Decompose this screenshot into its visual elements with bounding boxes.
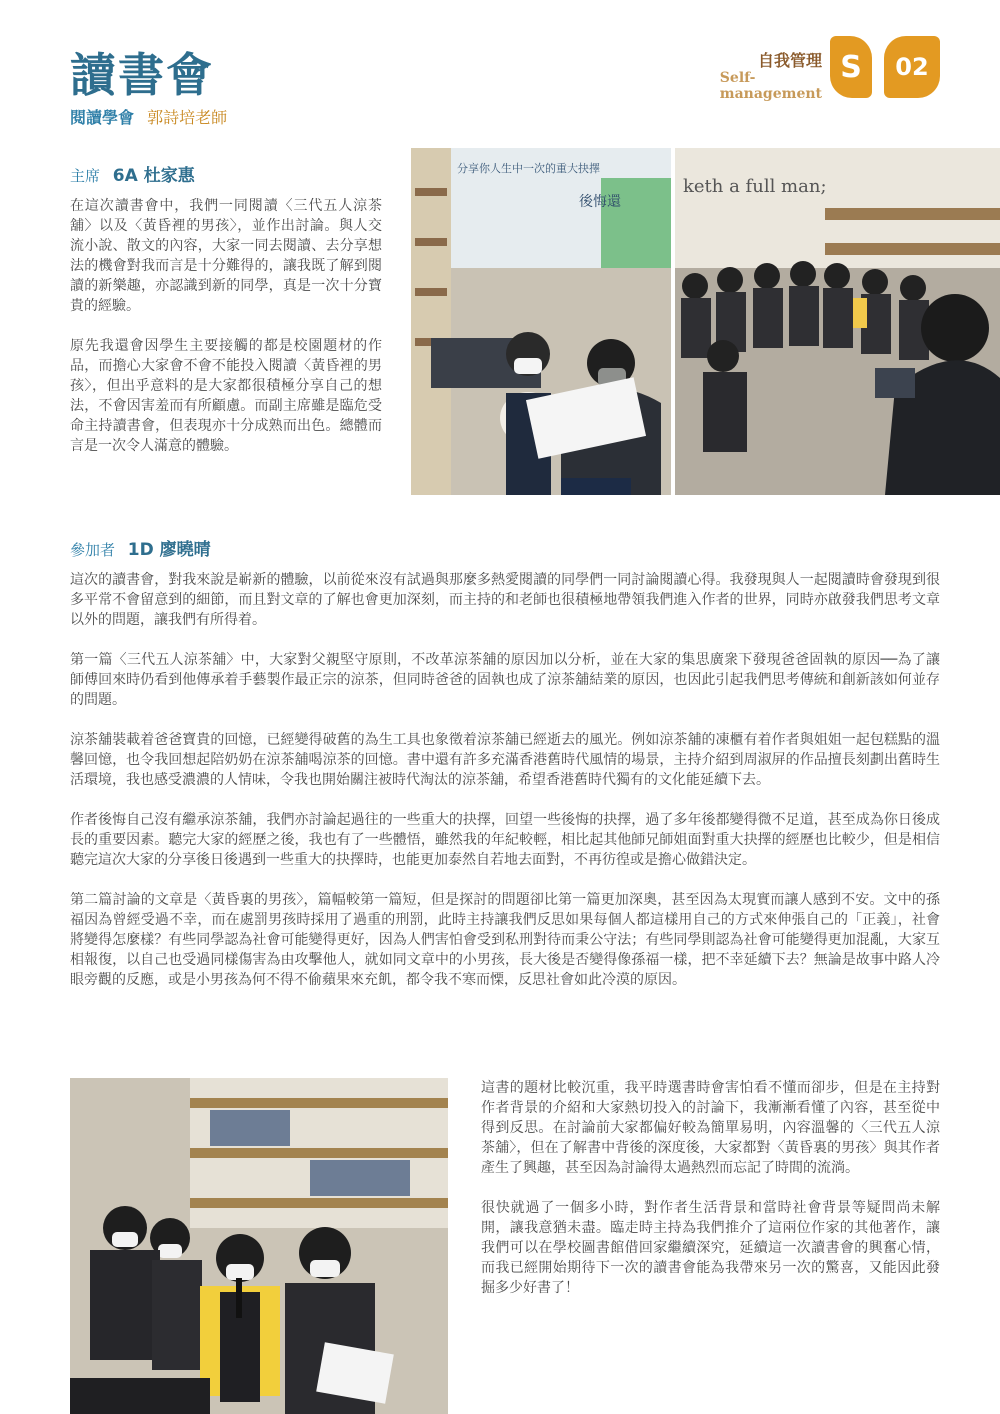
author-name: 6A 杜家惠 — [112, 166, 195, 186]
club-name: 閱讀學會 — [70, 108, 135, 127]
byline — [70, 110, 227, 126]
page-number: 02 — [884, 36, 940, 98]
photo-circle-discussion — [675, 148, 1000, 495]
teacher-name: 郭詩培老師 — [147, 108, 228, 127]
paragraph: 涼茶舖裝載着爸爸寶貴的回憶，已經變得破舊的為生工具也象徵着涼茶舖已經逝去的風光。例如涼茶舖的凍櫃有着作者與姐姐一起包糕點的溫馨回憶，也令我回想起陪奶奶在涼茶舖喝涼茶的回憶。書中還有許多充滿香港舊時代風情的場景，主持介紹到周淑屏的作品擅長刻劃出舊時生活環境，我也感受濃濃的人情味，令我也開始關注被時代淘汰的涼茶舖，希望香港舊時代獨有的文化能延續下去。 — [70, 732, 940, 788]
photo-student-microphone — [70, 1078, 448, 1414]
section-label-zh: 自我管理 — [757, 51, 822, 70]
paragraph: 第二篇討論的文章是〈黃昏裏的男孩〉，篇幅較第一篇短，但是探討的問題卻比第一篇更加深奧，甚至因為太現實而讓人感到不安。文中的孫福因為曾經受過不幸，而在處罰男孩時採用了過重的刑罰，此時主持讓我們反思如果每個人都這樣用自己的方式來伸張自己的「正義」，社會將變得怎麼樣？有些同學認為社會可能變得更好，因為人們害怕會受到私刑對待而秉公守法；有些同學則認為社會可能變得更加混亂，大家互相報復，以自己也受過同樣傷害為由攻擊他人，就如同文章中的小男孩，長大後是否變得像孫福一樣，把不幸延續下去？無論是故事中路人冷眼旁觀的反應，或是小男孩為何不得不偷蘋果來充飢，都令我不寒而慄，反思社會如此冷漠的原因。 — [70, 892, 940, 988]
slide-subtext: 後悔還 — [579, 194, 621, 210]
participant-text-continued — [481, 1078, 940, 1298]
paragraph: 原先我還會因學生主要接觸的都是校園題材的作品，而擔心大家會不會不能投入閱讀〈黃昏裡的男孩〉，但出乎意料的是大家都很積極分享自己的想法，不會因害羞而有所顧慮。而副主席雖是臨危受命主持讀書會，但表現亦十分成熟而出色。總體而言是一次令人滿意的體驗。 — [70, 338, 382, 454]
paragraph: 很快就過了一個多小時，對作者生活背景和當時社會背景等疑問尚未解開，讓我意猶未盡。臨走時主持為我們推介了這兩位作家的其他著作，讓我們可以在學校圖書館借回家繼續深究，延續這一次讀書會的興奮心情，而我已經開始期待下一次的讀書會能為我帶來另一次的驚喜，又能因此發掘多少好書了！ — [481, 1200, 940, 1296]
paragraph: 這次的讀書會，對我來說是嶄新的體驗，以前從來沒有試過與那麼多熱愛閱讀的同學們一同討論閱讀心得。我發現與人一起閱讀時會發現到很多平常不會留意到的細節，而且對文章的了解也會更加深刻，而主持的和老師也很積極地帶領我們進入作者的世界，同時亦啟發我們思考文章以外的問題，讓我們有所得着。 — [70, 572, 940, 628]
author-name: 1D 廖曉晴 — [127, 540, 211, 560]
role-label: 主席 — [70, 167, 101, 185]
section-badge — [719, 36, 948, 106]
chair-heading — [70, 168, 195, 185]
page-title: 讀書會 — [70, 48, 214, 102]
photo-presenters — [411, 148, 671, 495]
chair-text — [70, 196, 382, 456]
wall-text: keth a full man; — [683, 176, 827, 197]
slide-text: 分享你人生中一次的重大抉擇 — [457, 162, 600, 175]
participant-text — [70, 570, 940, 990]
participant-heading — [70, 542, 211, 559]
paragraph: 在這次讀書會中，我們一同閱讀〈三代五人涼茶舖〉以及〈黃昏裡的男孩〉，並作出討論。與人交流小說、散文的內容，大家一同去閱讀、去分享想法的機會對我而言是十分難得的，讓我既了解到閱讀的新樂趣，亦認識到新的同學，真是一次十分寶貴的經驗。 — [70, 198, 382, 314]
section-label-en: Self-management — [719, 70, 822, 102]
paragraph: 這書的題材比較沉重，我平時選書時會害怕看不懂而卻步，但是在主持對作者背景的介紹和大家熱切投入的討論下，我漸漸看懂了內容，甚至從中得到反思。在討論前大家都偏好較為簡單易明，內容溫馨的〈三代五人涼茶舖〉，但在了解書中背後的深度後，大家都對〈黃昏裏的男孩〉與其作者產生了興趣，甚至因為討論得太過熱烈而忘記了時間的流淌。 — [481, 1080, 940, 1176]
paragraph: 第一篇〈三代五人涼茶舖〉中，大家對父親堅守原則，不改革涼茶舖的原因加以分析，並在大家的集思廣衆下發現爸爸固執的原因──為了讓師傅回來時仍看到他傳承着手藝製作最正宗的涼茶，但同時爸爸的固執也成了涼茶舖結業的原因，也因此引起我們思考傳統和創新該如何並存的問題。 — [70, 652, 940, 708]
s-logo-icon: S — [830, 36, 872, 98]
role-label: 參加者 — [70, 541, 116, 559]
paragraph: 作者後悔自己沒有繼承涼茶舖，我們亦討論起過往的一些重大的抉擇，回望一些後悔的抉擇，過了多年後都變得微不足道，甚至成為你日後成長的重要因素。聽完大家的經歷之後，我也有了一些體悟，雖然我的年紀較輕，相比起其他師兄師姐面對重大抉擇的經歷也比較少，但是相信聽完這次大家的分享後日後遇到一些重大的抉擇時，也能更加泰然自若地去面對，不再彷徨或是擔心做錯決定。 — [70, 812, 940, 868]
